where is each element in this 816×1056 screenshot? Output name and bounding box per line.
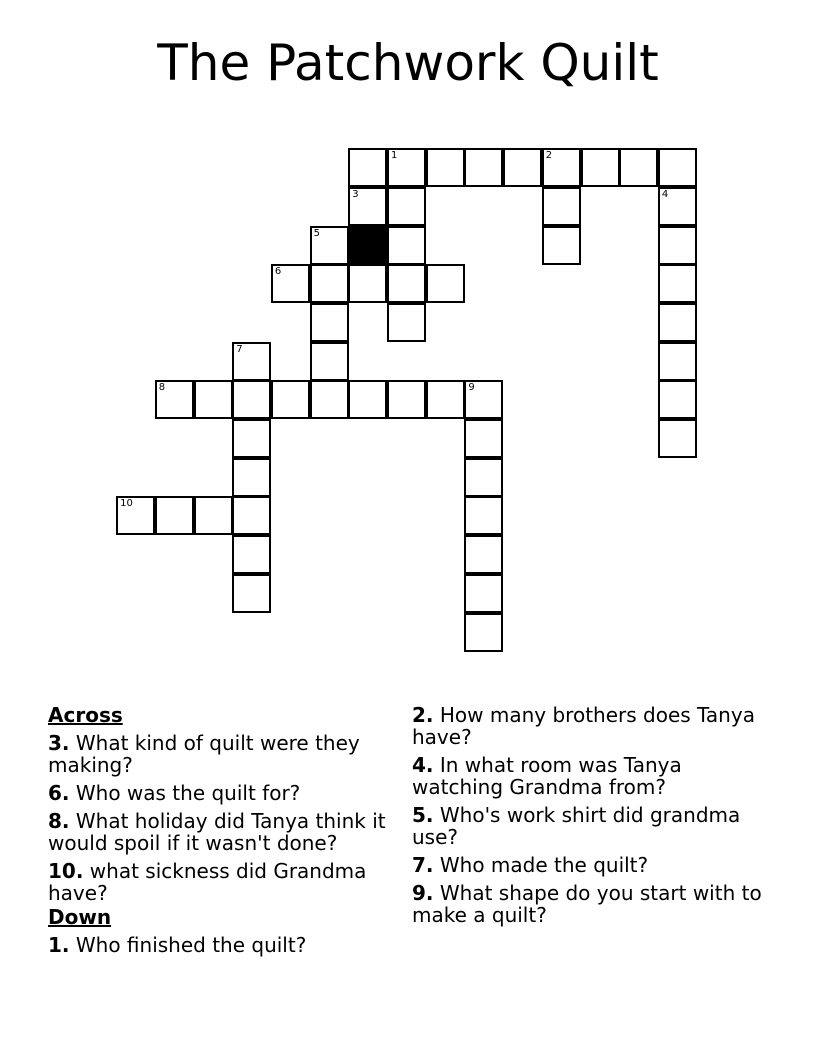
grid-cell[interactable]	[232, 574, 271, 613]
grid-cell[interactable]	[310, 226, 349, 265]
grid-cell[interactable]	[658, 419, 697, 458]
grid-cell[interactable]	[232, 419, 271, 458]
grid-cell[interactable]	[464, 496, 503, 535]
grid-cell[interactable]	[271, 380, 310, 419]
grid-cell[interactable]	[387, 226, 426, 265]
grid-cell[interactable]	[310, 380, 349, 419]
grid-cell[interactable]	[348, 264, 387, 303]
grid-cell[interactable]	[348, 148, 387, 187]
grid-cell[interactable]	[155, 496, 194, 535]
grid-cell[interactable]	[310, 303, 349, 342]
grid-cell[interactable]	[426, 380, 465, 419]
clue-number: 4	[661, 188, 669, 200]
grid-cell[interactable]	[232, 458, 271, 497]
grid-cell[interactable]	[542, 226, 581, 265]
grid-cell[interactable]	[348, 380, 387, 419]
across-heading: Across	[48, 703, 123, 727]
grid-cell[interactable]	[116, 496, 155, 535]
grid-cell[interactable]	[464, 419, 503, 458]
grid-cell[interactable]	[387, 303, 426, 342]
grid-cell[interactable]	[194, 496, 233, 535]
clues-left-column	[48, 702, 388, 956]
grid-cell[interactable]	[464, 613, 503, 652]
clue-number: 8	[158, 382, 166, 394]
grid-cell[interactable]	[387, 380, 426, 419]
grid-cell[interactable]	[542, 148, 581, 187]
clue-across-3: 3. What kind of quilt were they making?	[48, 731, 360, 777]
grid-cell[interactable]	[658, 226, 697, 265]
clue-down-7: 7. Who made the quilt?	[412, 853, 649, 877]
black-cell	[348, 226, 387, 265]
grid-cell[interactable]	[426, 148, 465, 187]
grid-cell[interactable]	[387, 148, 426, 187]
grid-cell[interactable]	[503, 148, 542, 187]
grid-cell[interactable]	[658, 264, 697, 303]
down-heading: Down	[48, 905, 112, 929]
grid-cell[interactable]	[232, 535, 271, 574]
grid-cell[interactable]	[464, 458, 503, 497]
clue-number: 5	[313, 227, 320, 239]
grid-cell[interactable]	[542, 187, 581, 226]
grid-cell[interactable]	[387, 264, 426, 303]
puzzle-title: The Patchwork Quilt	[157, 34, 659, 92]
grid-cell[interactable]	[658, 342, 697, 381]
grid-cell[interactable]	[658, 148, 697, 187]
clue-number: 7	[236, 343, 243, 355]
grid-cell[interactable]	[348, 187, 387, 226]
grid-cell[interactable]	[464, 535, 503, 574]
grid-cell[interactable]	[464, 148, 503, 187]
grid-cell[interactable]	[155, 380, 194, 419]
clue-number: 6	[274, 266, 282, 278]
clue-number: 10	[120, 498, 133, 510]
clue-across-6: 6. Who was the quilt for?	[48, 781, 301, 805]
clue-down-9: 9. What shape do you start with to make a quilt?	[412, 881, 762, 927]
grid-cell[interactable]	[464, 574, 503, 613]
grid-cell[interactable]	[658, 187, 697, 226]
grid-cell[interactable]	[232, 342, 271, 381]
clue-number: 3	[352, 188, 359, 200]
grid-cell[interactable]	[658, 303, 697, 342]
clue-across-10: 10. what sickness did Grandma have?	[48, 859, 367, 905]
clue-number: 2	[545, 150, 553, 162]
grid-cell[interactable]	[619, 148, 658, 187]
grid-cell[interactable]	[232, 496, 271, 535]
grid-cell[interactable]	[194, 380, 233, 419]
clue-down-5: 5. Who's work shirt did grandma use?	[412, 803, 741, 849]
grid-cell[interactable]	[232, 380, 271, 419]
grid-cell[interactable]	[310, 342, 349, 381]
grid-cell[interactable]	[581, 148, 620, 187]
clues-right-column	[412, 702, 762, 926]
clue-down-4: 4. In what room was Tanya watching Grandma from?	[412, 753, 682, 799]
grid-cell[interactable]	[658, 380, 697, 419]
clue-down-2: 2. How many brothers does Tanya have?	[412, 703, 755, 749]
grid-cell[interactable]	[387, 187, 426, 226]
grid-cell[interactable]	[464, 380, 503, 419]
clue-down-1: 1. Who finished the quilt?	[48, 933, 307, 957]
clue-number: 9	[468, 382, 475, 394]
clue-across-8: 8. What holiday did Tanya think it would spoil if it wasn't done?	[48, 809, 386, 855]
grid-cell[interactable]	[271, 264, 310, 303]
grid-cell[interactable]	[426, 264, 465, 303]
clue-number: 1	[391, 150, 398, 162]
grid-cell[interactable]	[310, 264, 349, 303]
